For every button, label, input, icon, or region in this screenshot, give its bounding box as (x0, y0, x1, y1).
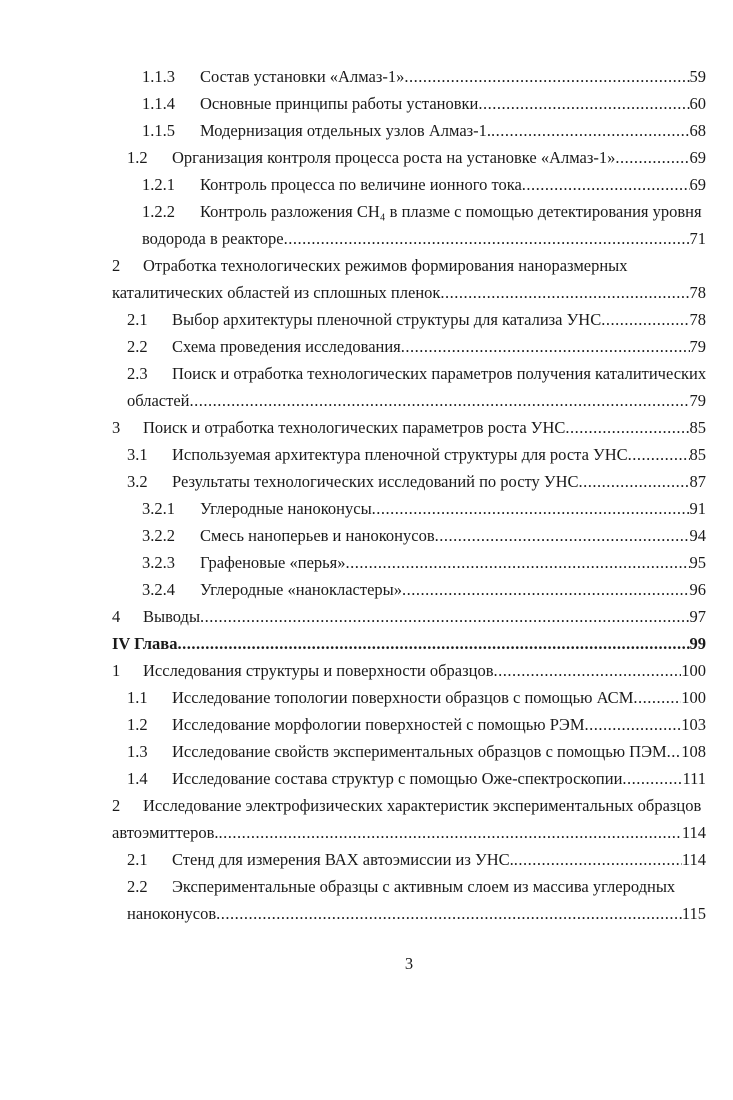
toc-entry-continuation (0, 387, 733, 414)
toc-entry (0, 198, 733, 225)
toc-entry-page: 85 (689, 418, 706, 437)
toc-entry (0, 441, 733, 468)
toc-entry-page: 78 (689, 283, 706, 302)
toc-entry-title: Контроль разложения CH₄ в плазме с помощью детектирования уровня (200, 202, 702, 221)
toc-entry-page: 100 (681, 688, 706, 707)
toc-entry-number: 3.2.3 (142, 553, 175, 572)
toc-entry-page: 87 (689, 472, 706, 491)
toc-entry-title-continuation: наноконусов (127, 904, 217, 923)
toc-entry-title: Схема проведения исследования (172, 337, 401, 356)
toc-entry-page: 100 (681, 661, 706, 680)
toc-entry-title: Углеродные «нанокластеры» (200, 580, 403, 599)
toc-entry-number: 1.1.3 (142, 67, 175, 86)
toc-entry-page: 69 (689, 175, 706, 194)
toc-entry-page: 96 (689, 580, 706, 599)
toc-entry-number: 2.1 (127, 850, 148, 869)
toc-entry-number: 1.4 (127, 769, 148, 788)
toc-entry-title: Модернизация отдельных узлов Алмаз-1. (200, 121, 492, 140)
toc-entry-title: Стенд для измерения ВАХ автоэмиссии из УНС. (172, 850, 514, 869)
toc-entry-page: 99 (689, 634, 706, 653)
toc-entry-page: 108 (681, 742, 706, 761)
toc-entry (0, 657, 733, 684)
page-number: 3 (404, 954, 414, 973)
toc-entry-title-continuation: автоэмиттеров. (112, 823, 219, 842)
toc-entry-page: 69 (689, 148, 706, 167)
dot-leader (633, 684, 681, 711)
toc-entry (0, 90, 733, 117)
toc-entry (0, 117, 733, 144)
dot-leader (402, 576, 689, 603)
toc-entry-number: 3.1 (127, 445, 148, 464)
toc-entry-number: 3.2 (127, 472, 148, 491)
toc-entry-title: Поиск и отработка технологических параметров роста УНС (143, 418, 566, 437)
dot-leader (346, 549, 690, 576)
dot-leader (514, 846, 682, 873)
toc-chapter-title: IV Глава (112, 634, 178, 653)
toc-entry-continuation (0, 225, 733, 252)
toc-entry (0, 333, 733, 360)
toc-entry-title: Исследование свойств экспериментальных образцов с помощью ПЭМ (172, 742, 667, 761)
toc-entry-title: Выводы (143, 607, 201, 626)
dot-leader (372, 495, 690, 522)
toc-entry (0, 144, 733, 171)
toc-entry-page: 91 (689, 499, 706, 518)
dot-leader (584, 711, 681, 738)
toc-entry (0, 171, 733, 198)
toc-entry-number: 2.2 (127, 337, 148, 356)
toc-entry-title: Исследование топологии поверхности образцов с помощью АСМ (172, 688, 634, 707)
toc-entry-title: Исследования структуры и поверхности образцов (143, 661, 494, 680)
toc-entry-page: 71 (689, 229, 706, 248)
table-of-contents (0, 63, 733, 927)
toc-entry-title: Смесь наноперьев и наноконусов (200, 526, 435, 545)
dot-leader (284, 225, 690, 252)
toc-entry-title: Контроль процесса по величине ионного тока (200, 175, 522, 194)
toc-entry (0, 765, 733, 792)
toc-entry-page: 95 (689, 553, 706, 572)
dot-leader (615, 144, 689, 171)
dot-leader (404, 63, 689, 90)
toc-entry-page: 85 (689, 445, 706, 464)
dot-leader (667, 738, 682, 765)
toc-entry-number: 1.1 (127, 688, 148, 707)
toc-entry-number: 1.2.2 (142, 202, 175, 221)
dot-leader (189, 387, 689, 414)
toc-entry-number: 3.2.4 (142, 580, 175, 599)
toc-entry-title-continuation: водорода в реакторе (142, 229, 284, 248)
toc-entry-number: 1.2 (127, 148, 148, 167)
toc-entry-title-continuation: областей (127, 391, 190, 410)
toc-entry (0, 792, 733, 819)
toc-entry-title: Основные принципы работы установки (200, 94, 479, 113)
toc-entry-title: Исследование электрофизических характеристик экспериментальных образцов (143, 796, 702, 815)
dot-leader (478, 90, 689, 117)
dot-leader (628, 441, 690, 468)
dot-leader (579, 468, 690, 495)
toc-entry (0, 63, 733, 90)
toc-entry-number: 2 (112, 796, 121, 815)
toc-entry (0, 360, 733, 387)
dot-leader (216, 900, 682, 927)
toc-entry (0, 549, 733, 576)
dot-leader (565, 414, 689, 441)
toc-entry-page: 114 (681, 823, 706, 842)
toc-entry-page: 97 (689, 607, 706, 626)
toc-entry-number: 1 (112, 661, 121, 680)
toc-entry-number: 2 (112, 256, 121, 275)
toc-entry (0, 711, 733, 738)
toc-entry-number: 3.2.2 (142, 526, 175, 545)
toc-entry-title: Экспериментальные образцы с активным слоем из массива углеродных (172, 877, 676, 896)
dot-leader (491, 117, 689, 144)
toc-entry-title: Исследование морфологии поверхностей с помощью РЭМ (172, 715, 585, 734)
toc-entry-page: 114 (681, 850, 706, 869)
toc-entry-number: 1.1.5 (142, 121, 175, 140)
toc-entry (0, 576, 733, 603)
toc-entry-title: Поиск и отработка технологических параметров получения каталитических (172, 364, 707, 383)
dot-leader (622, 765, 682, 792)
dot-leader (522, 171, 690, 198)
toc-entry-number: 3 (112, 418, 121, 437)
dot-leader (219, 819, 682, 846)
toc-entry-page: 115 (681, 904, 706, 923)
toc-entry (0, 306, 733, 333)
dot-leader (440, 279, 689, 306)
toc-entry-title: Состав установки «Алмаз-1» (200, 67, 405, 86)
toc-entry-number: 1.2.1 (142, 175, 175, 194)
toc-entry-number: 2.1 (127, 310, 148, 329)
toc-entry-number: 3.2.1 (142, 499, 175, 518)
toc-entry-page: 78 (689, 310, 706, 329)
toc-entry-number: 1.2 (127, 715, 148, 734)
dot-leader (435, 522, 690, 549)
dot-leader (177, 630, 689, 657)
toc-entry-page: 68 (689, 121, 706, 140)
toc-entry (0, 603, 733, 630)
toc-entry-continuation (0, 900, 733, 927)
toc-entry-number: 2.2 (127, 877, 148, 896)
toc-entry (0, 846, 733, 873)
toc-entry-title: Используемая архитектура пленочной структуры для роста УНС (172, 445, 628, 464)
dot-leader (601, 306, 689, 333)
toc-entry-page: 94 (689, 526, 706, 545)
toc-entry-title: Углеродные наноконусы (200, 499, 372, 518)
toc-entry (0, 873, 733, 900)
dot-leader (200, 603, 689, 630)
toc-entry-page: 59 (689, 67, 706, 86)
toc-entry-title: Графеновые «перья» (200, 553, 346, 572)
toc-entry-page: 60 (689, 94, 706, 113)
toc-entry-number: 2.3 (127, 364, 148, 383)
dot-leader (401, 333, 690, 360)
toc-entry-title: Выбор архитектуры пленочной структуры для катализа УНС (172, 310, 602, 329)
toc-entry (0, 468, 733, 495)
toc-entry-number: 1.1.4 (142, 94, 175, 113)
toc-entry-continuation (0, 819, 733, 846)
toc-chapter-heading (0, 630, 733, 657)
toc-entry (0, 414, 733, 441)
toc-entry-title: Исследование состава структур с помощью Оже-спектроскопии (172, 769, 623, 788)
toc-entry-title: Отработка технологических режимов формирования наноразмерных (143, 256, 628, 275)
toc-entry-page: 79 (689, 391, 706, 410)
toc-entry-title: Результаты технологических исследований по росту УНС (172, 472, 579, 491)
toc-entry-number: 4 (112, 607, 121, 626)
toc-entry-continuation (0, 279, 733, 306)
toc-entry (0, 495, 733, 522)
toc-entry (0, 738, 733, 765)
toc-entry-page: 103 (681, 715, 706, 734)
dot-leader (493, 657, 681, 684)
toc-entry-number: 1.3 (127, 742, 148, 761)
toc-entry-title: Организация контроля процесса роста на установке «Алмаз-1» (172, 148, 616, 167)
toc-entry-page: 111 (682, 769, 706, 788)
toc-entry-title-continuation: каталитических областей из сплошных пленок (112, 283, 441, 302)
toc-entry (0, 252, 733, 279)
toc-entry (0, 684, 733, 711)
toc-entry-page: 79 (689, 337, 706, 356)
toc-entry (0, 522, 733, 549)
